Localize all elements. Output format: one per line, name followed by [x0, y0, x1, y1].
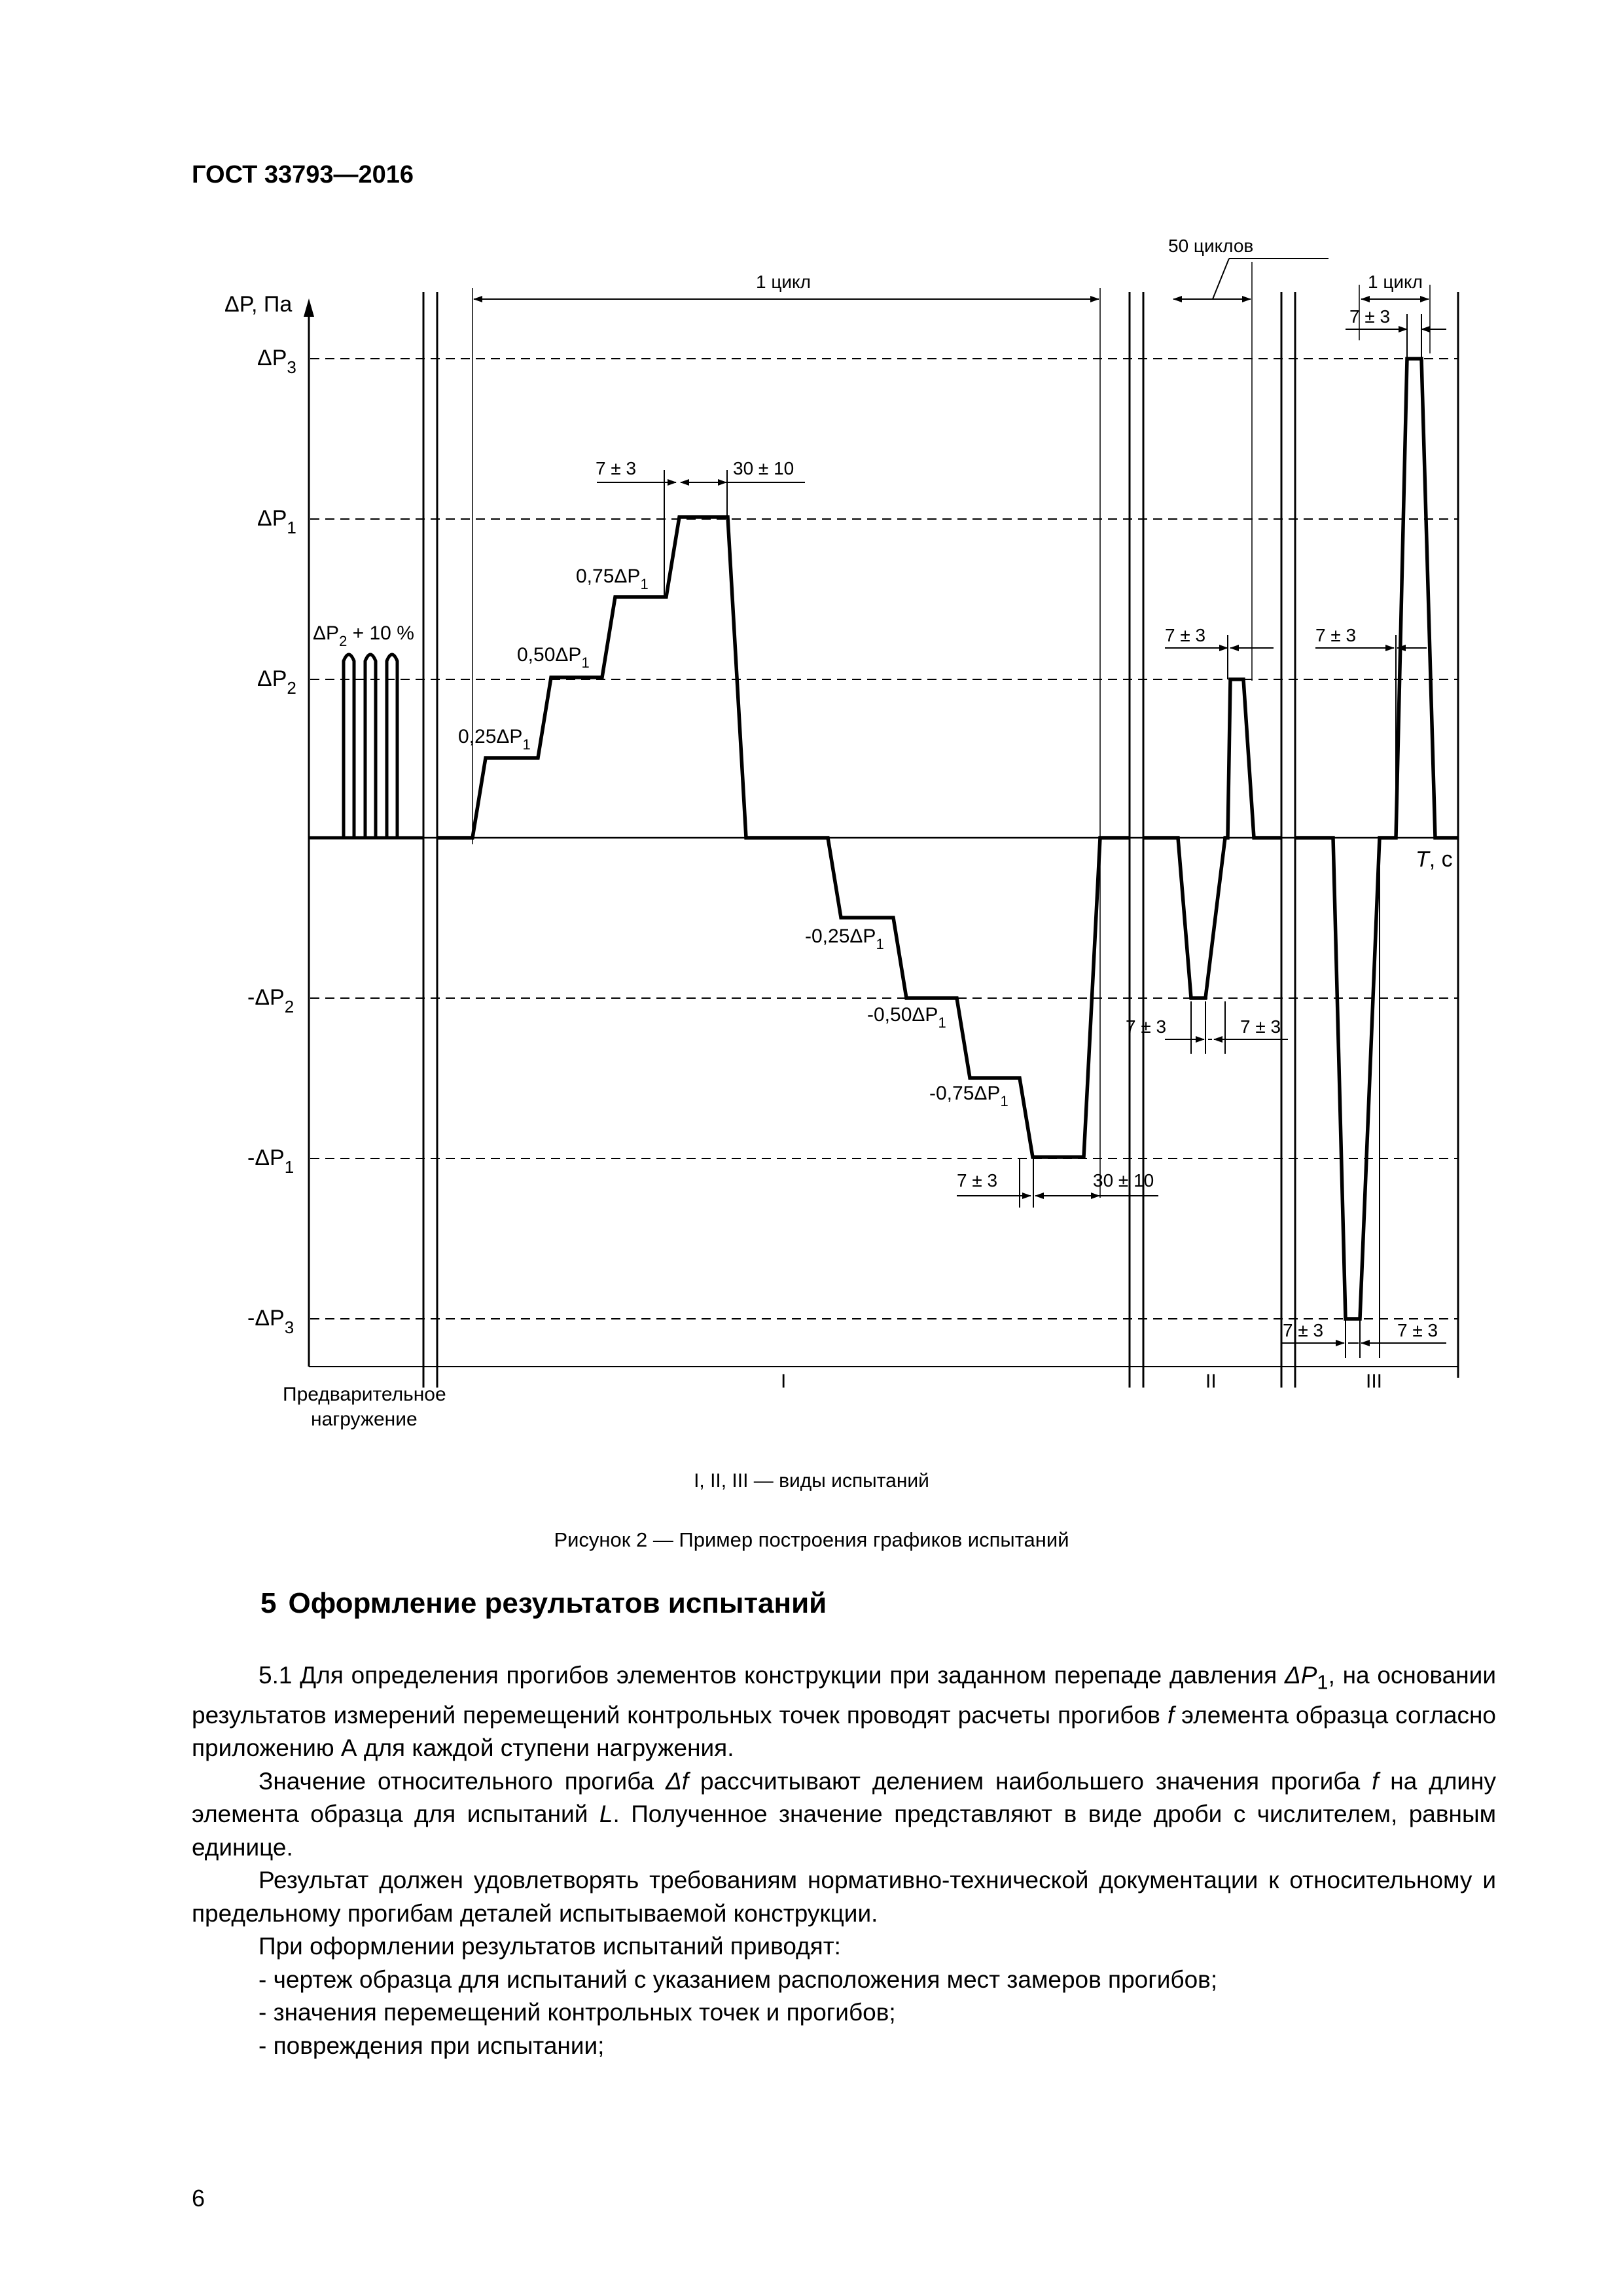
dim-one-cycle-III-text: 1 цикл: [1368, 272, 1423, 292]
document-header: ГОСТ 33793—2016: [192, 161, 414, 188]
dim-rise-text-3: 7 ± 3: [1165, 625, 1206, 645]
list-item: - чертеж образца для испытаний с указанием расположения мест замеров прогибов;: [259, 1965, 1218, 1993]
preload-pulses: [309, 655, 423, 838]
step-label-050: $0,50\Delta P_1$: [517, 644, 590, 671]
paragraph-report-contents: При оформлении результатов испытаний приводят:: [259, 1933, 841, 1960]
zone-label-III: III: [1366, 1371, 1383, 1392]
preload-peak-label: $\Delta P_2 + 10$ %: [313, 622, 414, 649]
y-axis-arrow: [304, 298, 314, 317]
level-dp2-label: $\Delta P_2$: [257, 666, 296, 698]
step-label-025: $0,25\Delta P_1$: [458, 726, 531, 753]
list-item: - повреждения при испытании;: [259, 2032, 605, 2059]
figure-legend: I, II, III — виды испытаний: [694, 1470, 929, 1492]
section-title: Оформление результатов испытаний: [288, 1587, 827, 1619]
section-dividers: [423, 292, 1458, 1388]
level-dp3-label: $\Delta P_3$: [257, 346, 296, 377]
y-axis-label: ΔP, Па: [224, 292, 293, 317]
dim-rise-text-2: 7 ± 3: [957, 1170, 998, 1191]
zone-II-curve: [1143, 679, 1281, 998]
extension-lines: [473, 262, 1430, 1198]
zone-label-I: I: [781, 1371, 787, 1392]
zone-III-curve: [1295, 359, 1458, 1319]
page-number: 6: [192, 2185, 205, 2212]
paragraph-requirements: Результат должен удовлетворять требованиям нормативно-технической документации к относительному и предельному прогибам деталей испытываемой конструкции.: [192, 1867, 1496, 1927]
section-number: 5: [260, 1587, 277, 1619]
dim-rise-text-1: 7 ± 3: [596, 458, 637, 478]
preload-label-line2: нагружение: [311, 1408, 418, 1430]
preload-label-line1: Предварительное: [283, 1384, 446, 1405]
reference-levels: [310, 359, 1458, 1319]
level-neg-dp2-label: $-\Delta P_2$: [247, 985, 294, 1016]
dim-rise-text-4: 7 ± 3: [1126, 1016, 1167, 1037]
dim-rise-text-8: 7 ± 3: [1283, 1320, 1324, 1340]
dim-rise-text-9: 7 ± 3: [1397, 1320, 1438, 1340]
dim-hold-text-1: 30 ± 10: [733, 458, 794, 478]
zone-label-II: II: [1205, 1371, 1217, 1392]
step-label-neg-025: $-0,25\Delta P_1$: [805, 925, 884, 952]
body-text: [192, 1659, 1496, 2062]
dim-rise-text-6: 7 ± 3: [1349, 306, 1391, 327]
paragraph-relative-deflection: Значение относительного прогиба Δf рассчитывают делением наибольшего значения прогиба f на длину элемента образца для испытаний L. Полученное значение представляют в виде дроби с числителем, равным единице.: [192, 1767, 1497, 1861]
x-axis-label: T, с: [1416, 847, 1453, 872]
level-neg-dp1-label: $-\Delta P_1$: [247, 1145, 294, 1177]
dim-fifty-cycles-text: 50 циклов: [1168, 236, 1254, 256]
dim-rise-text-7: 7 ± 3: [1315, 625, 1357, 645]
paragraph-5-1: 5.1 Для определения прогибов элементов конструкции при заданном перепаде давления $\Delta P_1$, на основании результатов измерений перемещений контрольных точек проводят расчеты прогибов f элемента образца согласно приложению А для каждой ступени нагружения.: [192, 1662, 1496, 1762]
dim-one-cycle-text: 1 цикл: [756, 272, 811, 292]
step-label-neg-050: $-0,50\Delta P_1$: [867, 1004, 946, 1031]
level-dp1-label: $\Delta P_1$: [257, 506, 296, 537]
list-item: - значения перемещений контрольных точек и прогибов;: [259, 1999, 896, 2026]
section-heading: [260, 1587, 827, 1620]
step-label-neg-075: $-0,75\Delta P_1$: [929, 1083, 1008, 1109]
level-neg-dp3-label: $-\Delta P_3$: [247, 1306, 294, 1337]
dim-hold-text-2: 30 ± 10: [1093, 1170, 1154, 1191]
step-label-075: $0,75\Delta P_1$: [576, 565, 649, 592]
figure-caption: Рисунок 2 — Пример построения графиков испытаний: [554, 1528, 1069, 1551]
dim-rise-text-5: 7 ± 3: [1240, 1016, 1281, 1037]
